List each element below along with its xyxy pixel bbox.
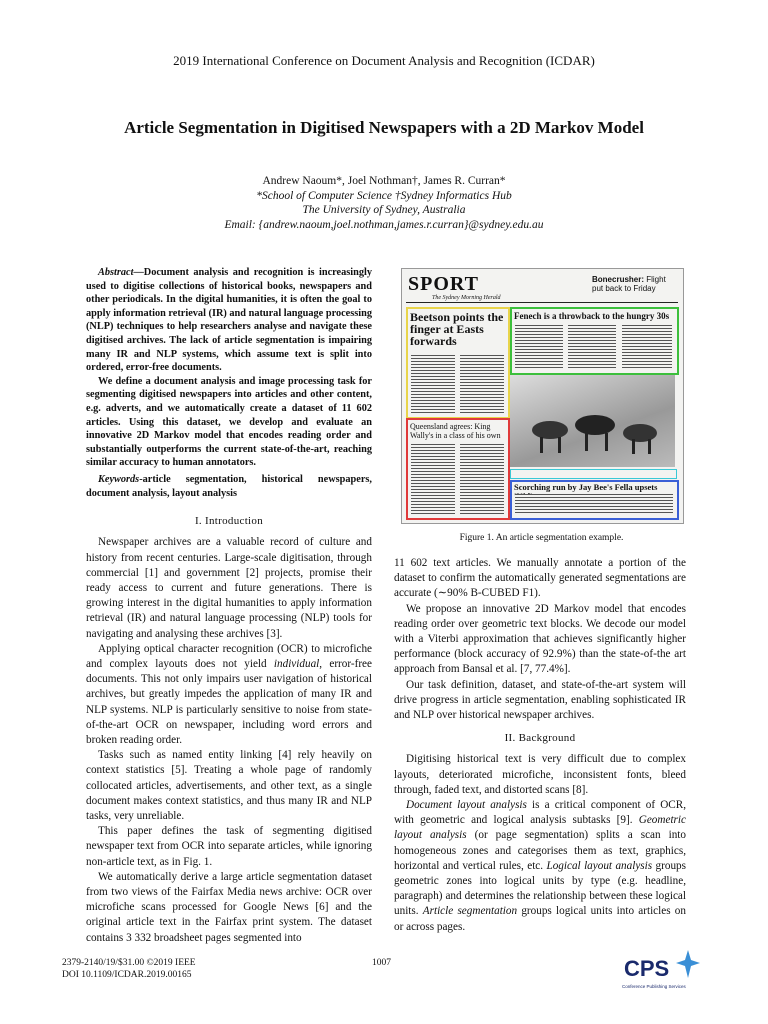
section-1-heading: I. Introduction bbox=[194, 515, 264, 528]
right-p3: Our task definition, dataset, and state-of-the-art system will drive progress in article segmentation, enabling sophisticated IR and NLP over historical newspaper archives. bbox=[394, 678, 686, 722]
issn: 2379-2140/19/$31.00 ©2019 IEEE bbox=[62, 958, 196, 968]
paper-name: The Sydney Morning Herald bbox=[432, 295, 501, 301]
figure-newspaper bbox=[401, 268, 684, 524]
author-email: Email: {andrew.naoum,joel.nothman,james.r.curran}@sydney.edu.au bbox=[224, 218, 544, 231]
keywords-label: Keywords bbox=[98, 473, 140, 485]
abstract-label: Abstract bbox=[98, 267, 134, 278]
abstract-p1: —Document analysis and recognition is increasingly used to digitise collections of historical books, newspapers and other periodicals. In the digital humanities, it is often the goal to apply information retrieval (IR) and natural language processing (NLP) techniques to help researchers analyse and navigate these digitised archives. The lack of article segmentation is impairing many IR and NLP systems, which assume text is split into ordered, error-free documents. bbox=[86, 267, 372, 374]
author-names: Andrew Naoum*, Joel Nothman†, James R. Curran* bbox=[262, 175, 506, 187]
right-column bbox=[394, 556, 686, 935]
intro-p3: Tasks such as named entity linking [4] rely heavily on context statistics [5]. Treating a whole page of randomly collocated articles, advertisements, and other text, as a single document makes context statistics, and thus many IR and NLP tasks, very unreliable. bbox=[86, 749, 372, 822]
blue-article-box bbox=[510, 480, 679, 520]
star-icon bbox=[676, 950, 700, 978]
headline-1: Beetson points the finger at Easts forwards bbox=[410, 310, 504, 348]
section-2-heading: II. Background bbox=[504, 732, 576, 745]
background-p2: Document layout analysis is a critical component of OCR, with geometric and logical analysis subtasks [9]. Geometric layout analysis (or page segmentation) splits a scan into homogeneous zones and categorises them as text, graphics, horizontal and vertical rules, etc. Logical layout analysis groups geometric zones into logical units by type (e.g. headline, paragraph) and determines the relationship between these logical units. Article segmentation groups logical units into articles on or across pages. bbox=[394, 799, 687, 933]
left-column bbox=[86, 266, 372, 946]
right-p1: 11 602 text articles. We manually annotate a portion of the dataset to confirm the automatically generated segmentations are accurate (∼90% B-CUBED F1). bbox=[394, 557, 686, 600]
horse-race-illustration bbox=[510, 375, 675, 467]
author-affiliations: *School of Computer Science †Sydney Informatics Hub bbox=[256, 189, 512, 202]
race-photo bbox=[510, 375, 675, 467]
abstract bbox=[86, 266, 372, 500]
headline-2: Fenech is a throwback to the hungry 30s bbox=[514, 311, 670, 321]
conference-header: 2019 International Conference on Document Analysis and Recognition (ICDAR) bbox=[173, 53, 595, 68]
author-university: The University of Sydney, Australia bbox=[302, 204, 466, 216]
masthead-rule bbox=[406, 302, 678, 303]
headline-3: Queensland agrees: King Wally's in a class of his own bbox=[410, 422, 501, 440]
abstract-p2: We define a document analysis and image processing task for segmenting digitised newspapers into articles and other content, e.g. adverts, and we automatically create a dataset of 11 602 articles. Using this dataset, we develop and evaluate an innovative 2D Markov model that encodes reading order and substantially outperforms the current state-of-the-art, reaching similar accuracy to human annotators. bbox=[86, 375, 372, 469]
doi: DOI 10.1109/ICDAR.2019.00165 bbox=[62, 969, 192, 980]
masthead: SPORT bbox=[408, 273, 479, 295]
intro-p2: Applying optical character recognition (OCR) to microfiche and complex layouts does not yield individual, error-free documents. This not only impairs user navigation of historical archives, but greatly impedes the application of many IR and NLP systems. NLP is particularly sensitive to noise from state-of-the-art OCR on newspaper, including word errors and broken reading order. bbox=[86, 642, 372, 746]
author-block bbox=[0, 174, 768, 232]
figure-caption: Figure 1. An article segmentation example. bbox=[459, 533, 624, 543]
yellow-article-box bbox=[406, 307, 510, 419]
keywords: -article segmentation, historical newspapers, document analysis, layout analysis bbox=[86, 473, 372, 499]
intro-p1: Newspaper archives are a valuable record of culture and history from recent centuries. Large-scale digitisation, through commercial [1] and government [2] projects, promise their ready access to current and future generations. There is growing interest in the digital humanities to apply information retrieval (IR) and natural language processing (NLP) tools for navigating and analysing these archives [3]. bbox=[86, 536, 372, 640]
red-article-box bbox=[406, 418, 510, 520]
background-p1: Digitising historical text is very difficult due to complex layouts, deteriorated microfiche, inconsistent fonts, bleed through, faded text, and distorted scans [8]. bbox=[394, 753, 686, 796]
teaser: Bonecrusher: Flight put back to Friday bbox=[592, 275, 666, 293]
cyan-caption-box bbox=[510, 469, 677, 479]
green-article-box bbox=[510, 307, 679, 375]
headline-4: Scorching run by Jay Bee's Fella upsets bbox=[514, 482, 658, 492]
footer-ids bbox=[62, 958, 196, 981]
page-number: 1007 bbox=[372, 958, 391, 968]
paper-title: Article Segmentation in Digitised Newspapers with a 2D Markov Model bbox=[124, 118, 644, 137]
intro-p5: We automatically derive a large article segmentation dataset from two views of the Fairfax Media news archive: OCR over microfiche scans processed for Google News [6] and the original article text in the Fairfax print system. The dataset contains 3 332 broadsheet pages segmented into bbox=[86, 870, 372, 944]
intro-p4: This paper defines the task of segmenting digitised newspaper text from OCR into separate articles, while ignoring non-article text, as in Fig. 1. bbox=[86, 825, 372, 868]
cps-logo-text: CPS bbox=[624, 956, 670, 981]
cps-logo-sub: Conference Publishing Services bbox=[622, 984, 686, 989]
right-p2: We propose an innovative 2D Markov model that encodes reading order over geometric text blocks. We decode our model with a Viterbi approximation that achieves significantly higher performance (block accuracy of 92.9%) than the state-of-the art approach from Bansal et al. [7, 77.4%]. bbox=[394, 602, 686, 676]
cps-logo bbox=[622, 950, 702, 994]
